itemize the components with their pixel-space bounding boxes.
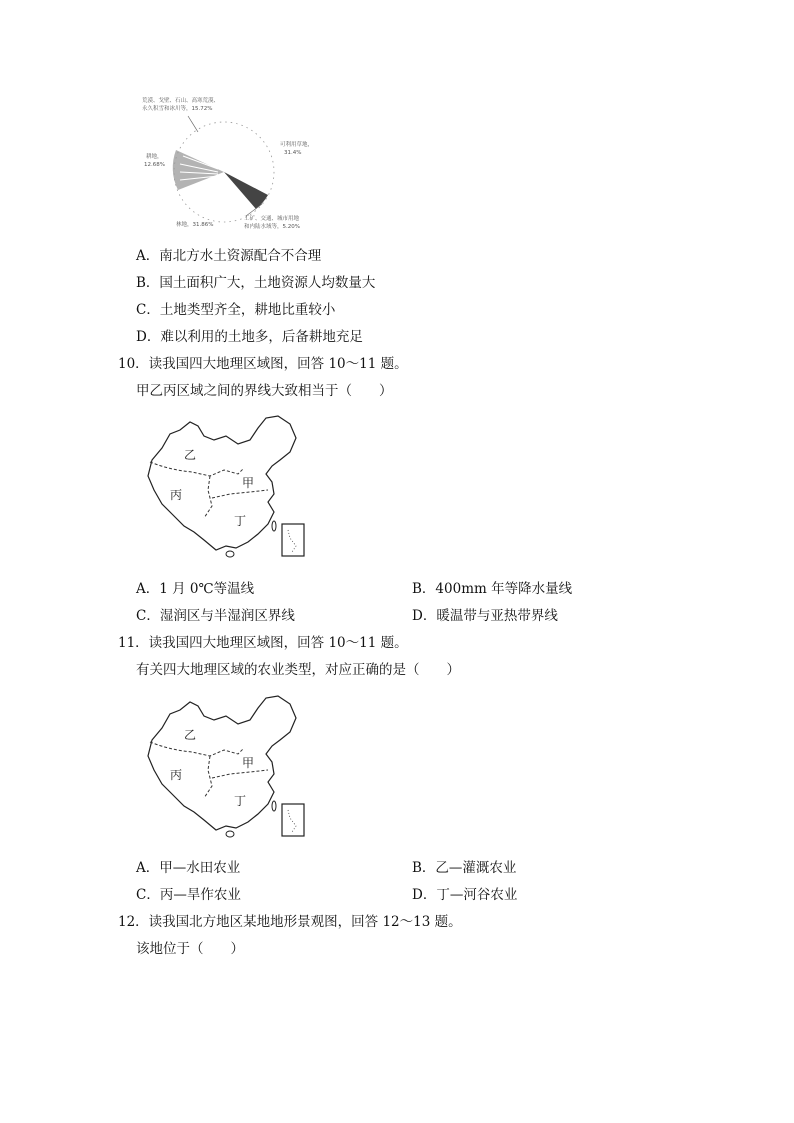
q11-option-d: D．丁—河谷农业 xyxy=(412,887,518,903)
pie-label-mining: 工矿、交通、城市用地 xyxy=(244,216,300,222)
china-outline xyxy=(140,414,310,560)
map2-label-bing: 丙 xyxy=(170,768,183,782)
pie-label-desert: 荒漠、戈壁、石山、高寒荒漠、 xyxy=(142,98,220,104)
q10-option-d: D．暖温带与亚热带界线 xyxy=(412,608,558,624)
q11-question: 有关四大地理区域的农业类型，对应正确的是（ ） xyxy=(136,662,460,678)
q10-stem: 10．读我国四大地理区域图，回答 10～11 题。 xyxy=(118,356,408,372)
q10-option-a: A．1 月 0℃等温线 xyxy=(136,581,255,597)
boundary-west xyxy=(204,476,212,518)
q10-option-b: B．400mm 年等降水量线 xyxy=(412,581,573,597)
q11-option-b: B．乙—灌溉农业 xyxy=(412,860,517,876)
boundary-south xyxy=(212,490,268,498)
q9-option-c: C．土地类型齐全，耕地比重较小 xyxy=(136,302,336,318)
hainan-island xyxy=(226,551,234,557)
pie-label-cultivated-value: 12.68% xyxy=(144,162,165,168)
q10-question: 甲乙丙区域之间的界线大致相当于（ ） xyxy=(136,383,393,399)
pie-label-desert-value: 永久积雪和冰川等，15.72% xyxy=(142,106,213,112)
map-label-jia: 甲 xyxy=(242,476,255,490)
q9-option-a: A．南北方水土资源配合不合理 xyxy=(136,248,322,264)
map-label-yi: 乙 xyxy=(184,448,197,462)
china-regions-map-2 xyxy=(140,694,310,840)
pie-label-grassland-value: 31.4% xyxy=(284,150,302,156)
land-use-pie-figure xyxy=(138,92,358,240)
china-outline-2 xyxy=(140,694,310,840)
q9-option-b: B．国土面积广大，土地资源人均数量大 xyxy=(136,275,376,291)
q12-stem: 12．读我国北方地区某地地形景观图，回答 12～13 题。 xyxy=(118,914,462,930)
q12-question: 该地位于（ ） xyxy=(136,941,244,957)
map2-label-jia: 甲 xyxy=(242,756,255,770)
map2-label-ding: 丁 xyxy=(234,794,247,808)
china-regions-map xyxy=(140,414,310,560)
map-label-ding: 丁 xyxy=(234,514,247,528)
pie-label-mining-value: 和内陆水域等，5.20% xyxy=(244,224,300,230)
boundary-north xyxy=(150,462,244,476)
map-label-bing: 丙 xyxy=(170,488,183,502)
pie-label-cultivated: 耕地， xyxy=(146,154,163,160)
q11-option-c: C．丙—旱作农业 xyxy=(136,887,241,903)
q11-option-a: A．甲—水田农业 xyxy=(136,860,241,876)
q11-stem: 11．读我国四大地理区域图，回答 10～11 题。 xyxy=(118,635,408,651)
pie-slice-cultivated xyxy=(173,150,224,190)
pie-label-grassland: 可利用草地， xyxy=(280,142,314,148)
pie-slice-mining xyxy=(224,172,268,209)
q10-option-c: C．湿润区与半湿润区界线 xyxy=(136,608,295,624)
q9-option-d: D．难以利用的土地多，后备耕地充足 xyxy=(136,329,363,345)
map2-label-yi: 乙 xyxy=(184,728,197,742)
pie-label-forest: 林地，31.86% xyxy=(176,222,214,228)
